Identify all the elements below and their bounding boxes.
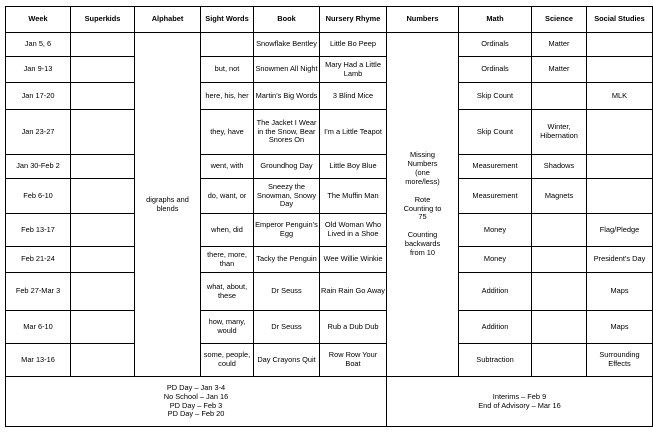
nursery-rhyme-cell: Row Row Your Boat (320, 344, 387, 377)
alphabet-merged-cell: digraphs and blends (135, 33, 201, 377)
science-cell: Matter (532, 33, 587, 57)
numbers-line: Missing (409, 150, 436, 160)
week-cell: Feb 6-10 (6, 179, 71, 214)
superkids-cell (71, 155, 135, 179)
book-cell: Groundhog Day (254, 155, 320, 179)
numbers-line: backwards (404, 239, 441, 248)
week-cell: Jan 17-20 (6, 83, 71, 110)
superkids-cell (71, 57, 135, 83)
math-cell: Ordinals (459, 33, 532, 57)
math-cell: Subtraction (459, 344, 532, 377)
table-row (6, 155, 653, 179)
header-row (6, 7, 653, 33)
col-header-week: Week (6, 7, 71, 33)
nursery-rhyme-cell: Little Bo Peep (320, 33, 387, 57)
nursery-rhyme-cell: Mary Had a Little Lamb (320, 57, 387, 83)
book-cell: Sneezy the Snowman, Snowy Day (254, 179, 320, 214)
footer-note: Interims – Feb 9 (492, 391, 547, 401)
numbers-line: 75 (418, 212, 427, 222)
book-cell: Tacky the Penguin (254, 247, 320, 273)
col-header-science: Science (532, 7, 587, 33)
nursery-rhyme-cell: Wee Willie Winkie (320, 247, 387, 273)
week-cell: Jan 9-13 (6, 57, 71, 83)
superkids-cell (71, 179, 135, 214)
social-studies-cell: Surrounding Effects (587, 344, 653, 377)
numbers-line: Counting (407, 230, 438, 240)
science-cell: Shadows (532, 155, 587, 179)
footer-note: PD Day – Feb 3 (169, 400, 223, 410)
table-row (6, 344, 653, 377)
math-cell: Money (459, 247, 532, 273)
social-studies-cell: Maps (587, 273, 653, 311)
science-cell (532, 273, 587, 311)
superkids-cell (71, 214, 135, 247)
table-row (6, 33, 653, 57)
math-cell: Ordinals (459, 57, 532, 83)
book-cell: Dr Seuss (254, 273, 320, 311)
sight-words-cell: here, his, her (201, 83, 254, 110)
social-studies-cell: President’s Day (587, 247, 653, 273)
book-cell: Snowmen All Night (254, 57, 320, 83)
col-header-math: Math (459, 7, 532, 33)
math-cell: Money (459, 214, 532, 247)
science-cell: Matter (532, 57, 587, 83)
footer-row (6, 377, 653, 427)
social-studies-cell: Maps (587, 311, 653, 344)
week-cell: Feb 21-24 (6, 247, 71, 273)
col-header-numbers: Numbers (387, 7, 459, 33)
table-row (6, 57, 653, 83)
sight-words-cell: how, many, would (201, 311, 254, 344)
social-studies-cell (587, 179, 653, 214)
superkids-cell (71, 247, 135, 273)
social-studies-cell (587, 110, 653, 155)
numbers-merged-cell (387, 33, 459, 377)
superkids-cell (71, 311, 135, 344)
nursery-rhyme-cell: Little Boy Blue (320, 155, 387, 179)
sight-words-cell: when, did (201, 214, 254, 247)
math-cell: Addition (459, 273, 532, 311)
book-cell: Day Crayons Quit (254, 344, 320, 377)
science-cell (532, 83, 587, 110)
footer-left-cell (6, 377, 387, 427)
math-cell: Measurement (459, 179, 532, 214)
social-studies-cell (587, 57, 653, 83)
footer-note: PD Day – Feb 20 (167, 409, 225, 419)
nursery-rhyme-cell: I’m a Little Teapot (320, 110, 387, 155)
science-cell (532, 214, 587, 247)
science-cell: Winter, Hibernation (532, 110, 587, 155)
sight-words-cell: went, with (201, 155, 254, 179)
week-cell: Feb 13-17 (6, 214, 71, 247)
nursery-rhyme-cell: Rain Rain Go Away (320, 273, 387, 311)
math-cell: Skip Count (459, 110, 532, 155)
curriculum-table (5, 6, 653, 427)
nursery-rhyme-cell: The Muffin Man (320, 179, 387, 214)
social-studies-cell: MLK (587, 83, 653, 110)
table-row (6, 110, 653, 155)
col-header-nursery-rhyme: Nursery Rhyme (320, 7, 387, 33)
book-cell: The Jacket I Wear in the Snow, Bear Snores On (254, 110, 320, 155)
col-header-superkids: Superkids (71, 7, 135, 33)
book-cell: Dr Seuss (254, 311, 320, 344)
week-cell: Mar 13-16 (6, 344, 71, 377)
social-studies-cell (587, 33, 653, 57)
book-cell: Snowflake Bentley (254, 33, 320, 57)
superkids-cell (71, 33, 135, 57)
nursery-rhyme-cell: 3 Blind Mice (320, 83, 387, 110)
footer-note: PD Day – Jan 3-4 (166, 382, 226, 392)
book-cell: Martin’s Big Words (254, 83, 320, 110)
math-cell: Skip Count (459, 83, 532, 110)
lesson-plan-document (5, 6, 653, 427)
social-studies-cell (587, 155, 653, 179)
table-row (6, 179, 653, 214)
sight-words-cell: they, have (201, 110, 254, 155)
col-header-sight-words: Sight Words (201, 7, 254, 33)
science-cell: Magnets (532, 179, 587, 214)
book-cell: Emperor Penguin’s Egg (254, 214, 320, 247)
superkids-cell (71, 273, 135, 311)
math-cell: Addition (459, 311, 532, 344)
superkids-cell (71, 110, 135, 155)
sight-words-cell: some, people, could (201, 344, 254, 377)
numbers-line: (one (415, 168, 430, 177)
sight-words-cell: do, want, or (201, 179, 254, 214)
table-row (6, 311, 653, 344)
social-studies-cell: Flag/Pledge (587, 214, 653, 247)
sight-words-cell: there, more, than (201, 247, 254, 273)
col-header-alphabet: Alphabet (135, 7, 201, 33)
science-cell (532, 247, 587, 273)
numbers-line: Numbers (407, 159, 438, 169)
table-row (6, 247, 653, 273)
sight-words-cell: but, not (201, 57, 254, 83)
table-row (6, 273, 653, 311)
week-cell: Jan 23-27 (6, 110, 71, 155)
numbers-line: Counting to (403, 203, 442, 213)
science-cell (532, 311, 587, 344)
table-row (6, 214, 653, 247)
numbers-line: more/less) (405, 176, 440, 186)
superkids-cell (71, 344, 135, 377)
nursery-rhyme-cell: Rub a Dub Dub (320, 311, 387, 344)
numbers-line: Rote (414, 194, 431, 204)
col-header-book: Book (254, 7, 320, 33)
week-cell: Mar 6-10 (6, 311, 71, 344)
week-cell: Jan 30-Feb 2 (6, 155, 71, 179)
footer-note: No School – Jan 16 (163, 391, 229, 401)
week-cell: Feb 27-Mar 3 (6, 273, 71, 311)
week-cell: Jan 5, 6 (6, 33, 71, 57)
footer-right-cell (387, 377, 653, 427)
table-row (6, 83, 653, 110)
sight-words-cell: what, about, these (201, 273, 254, 311)
col-header-social-studies: Social Studies (587, 7, 653, 33)
sight-words-cell (201, 33, 254, 57)
science-cell (532, 344, 587, 377)
nursery-rhyme-cell: Old Woman Who Lived in a Shoe (320, 214, 387, 247)
superkids-cell (71, 83, 135, 110)
footer-note: End of Advisory – Mar 16 (478, 400, 561, 410)
numbers-line: from 10 (409, 247, 436, 257)
math-cell: Measurement (459, 155, 532, 179)
